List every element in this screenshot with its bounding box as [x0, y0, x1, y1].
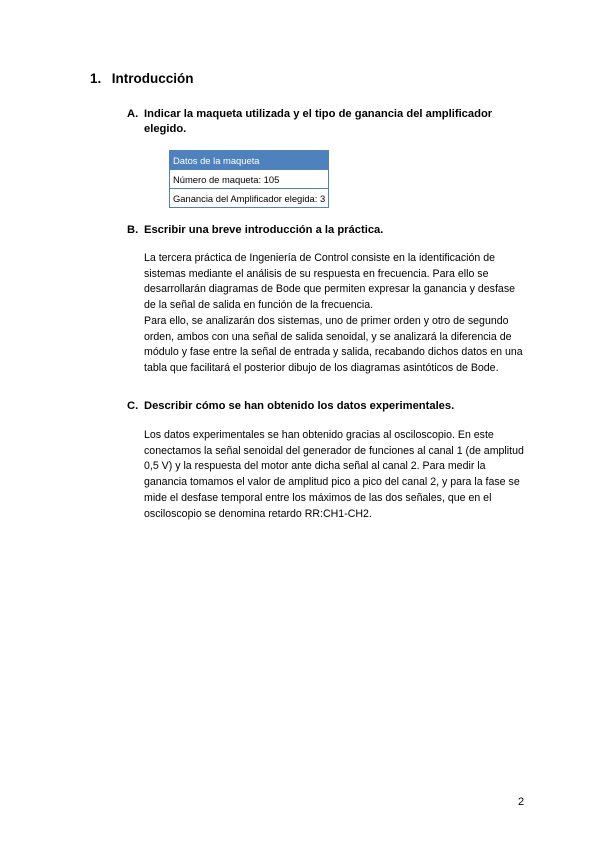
- maqueta-table: [169, 150, 329, 208]
- subsection-letter: B.: [127, 224, 139, 236]
- subsection-text: Indicar la maqueta utilizada y el tipo de ganancia del amplificador elegido.: [144, 108, 493, 135]
- subsection-a-title: [127, 107, 514, 137]
- table-header-cell: Datos de la maqueta: [170, 151, 329, 170]
- heading-title: Introducción: [111, 71, 194, 86]
- paragraph: Los datos experimentales se han obtenido gracias al osciloscopio. En este conectamos la señal senoidal del generador de funciones al canal 1 (de amplitud 0,5 V) y la respuesta del motor ante dicha señal al canal 2. Para medir la ganancia tomamos el valor de amplitud pico a pico del canal 2, y para la fase se mide el desfase temporal entre los máximos de las dos señales, que en el osciloscopio se denomina retardo RR:CH1-CH2.: [144, 429, 524, 520]
- paragraph: La tercera práctica de Ingeniería de Control consiste en la identificación de sistemas mediante el análisis de su respuesta en frecuencia. Para ello se desarrollarán diagramas de Bode que permiten expresar la ganancia y desfase de la señal de salida en función de la frecuencia.: [144, 252, 516, 312]
- subsection-letter: A.: [127, 108, 139, 120]
- subsection-text: Describir cómo se han obtenido los datos experimentales.: [144, 400, 455, 412]
- subsection-text: Escribir una breve introducción a la práctica.: [144, 224, 384, 236]
- table-cell-maqueta: Número de maqueta: 105: [170, 170, 329, 189]
- intro-paragraphs: [144, 251, 529, 377]
- heading-number: 1.: [90, 71, 102, 86]
- table-cell-ganancia: Ganancia del Amplificador elegida: 3: [170, 189, 329, 208]
- subsection-c-title: [127, 399, 514, 414]
- section-heading: [90, 71, 194, 86]
- paragraph: Para ello, se analizarán dos sistemas, uno de primer orden y otro de segundo orden, ambos con una señal de salida senoidal, y se analizará la diferencia de módulo y fase entre la señal de entrada y salida, recabando dichos datos en una tabla que facilitará el posterior dibujo de los diagramas asintóticos de Bode.: [144, 314, 523, 374]
- subsection-b-title: [127, 223, 514, 238]
- page-number: 2: [518, 796, 525, 808]
- table-row: [170, 189, 329, 208]
- table-header-row: [170, 151, 329, 170]
- method-paragraph: [144, 428, 529, 522]
- subsection-letter: C.: [127, 400, 139, 412]
- table-row: [170, 170, 329, 189]
